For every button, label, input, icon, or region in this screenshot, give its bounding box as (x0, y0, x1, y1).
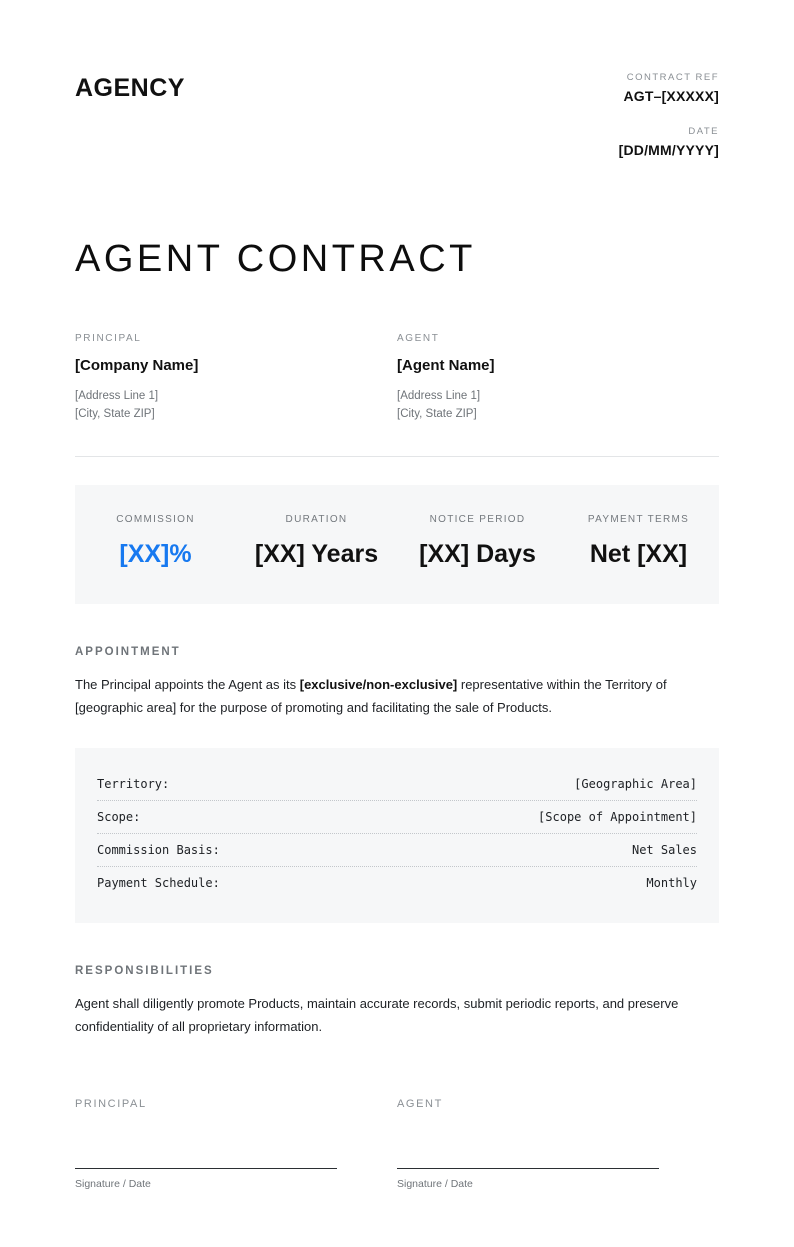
key-terms-strip (75, 485, 719, 605)
contract-ref-label: CONTRACT REF (626, 72, 719, 83)
party-address-line-2: [City, State ZIP] (397, 407, 477, 420)
stat-value: [XX] Years (254, 540, 379, 569)
table-row (97, 801, 697, 834)
date-value: [DD/MM/YYYY] (618, 142, 719, 158)
divider (75, 456, 719, 457)
term-key: Territory: (97, 776, 170, 791)
party-address-line-1: [Address Line 1] (397, 390, 481, 402)
party-address-line-2: [City, State ZIP] (75, 407, 155, 420)
table-row (97, 834, 697, 867)
appointment-text (75, 674, 719, 720)
party-label: AGENT (397, 333, 440, 344)
contract-ref-value: AGT–[XXXXX] (623, 88, 719, 104)
party-name: [Company Name] (75, 357, 199, 374)
stat-label: DURATION (285, 513, 348, 525)
term-key: Scope: (97, 809, 141, 824)
responsibilities-heading: RESPONSIBILITIES (75, 964, 214, 977)
responsibilities-text: Agent shall diligently promote Products, maintain accurate records, submit periodic reports, and preserve confidentiality of all proprietary information. (75, 995, 679, 1034)
stat-duration (236, 513, 397, 571)
signature-block-agent (397, 1098, 719, 1190)
table-row (97, 867, 697, 899)
stat-notice-period (397, 513, 558, 571)
party-address (75, 388, 367, 424)
stat-label: COMMISSION (116, 513, 195, 525)
term-key: Payment Schedule: (97, 875, 220, 890)
term-key: Commission Basis: (97, 842, 220, 857)
party-label: PRINCIPAL (75, 333, 142, 344)
brand-logo: AGENCY (75, 74, 185, 102)
date-label: DATE (688, 126, 719, 137)
term-value: [Geographic Area] (574, 776, 697, 791)
date-block (619, 126, 719, 158)
appointment-heading: APPOINTMENT (75, 646, 181, 659)
appointment-text-part-2: representative within the Territory of [geographic area] for the purpose of promoting and facilitating the sale of Products. (75, 677, 667, 716)
stat-commission (75, 513, 236, 571)
signature-block-principal (75, 1098, 397, 1190)
stat-value: Net [XX] (589, 540, 688, 569)
signature-section (75, 1098, 719, 1230)
term-value: [Scope of Appointment] (538, 809, 697, 824)
party-address-line-1: [Address Line 1] (75, 390, 159, 402)
signature-label: AGENT (397, 1098, 443, 1111)
contract-ref-block (619, 72, 719, 104)
terms-table (75, 748, 719, 923)
document-meta (619, 72, 719, 158)
term-value: Monthly (646, 875, 697, 890)
signature-line[interactable] (397, 1110, 659, 1169)
stat-value: [XX] Days (419, 540, 536, 569)
table-row (97, 768, 697, 801)
term-value: Net Sales (631, 842, 697, 857)
stat-payment-terms (558, 513, 719, 571)
appointment-text-emphasis: [exclusive/non-exclusive] (299, 677, 458, 693)
signature-caption: Signature / Date (75, 1178, 151, 1191)
stat-label: PAYMENT TERMS (587, 513, 690, 525)
party-address (397, 388, 689, 424)
party-agent (397, 333, 719, 424)
signature-line[interactable] (75, 1110, 337, 1169)
party-name: [Agent Name] (397, 357, 495, 374)
stat-value: [XX]% (119, 540, 192, 569)
signature-caption: Signature / Date (397, 1178, 473, 1191)
appointment-text-part-1: The Principal appoints the Agent as its (75, 677, 300, 693)
party-principal (75, 333, 397, 424)
parties-section (75, 333, 719, 424)
document-header (75, 0, 719, 158)
stat-label: NOTICE PERIOD (429, 513, 526, 525)
signature-label: PRINCIPAL (75, 1098, 147, 1111)
page-title: AGENT CONTRACT (75, 238, 476, 280)
